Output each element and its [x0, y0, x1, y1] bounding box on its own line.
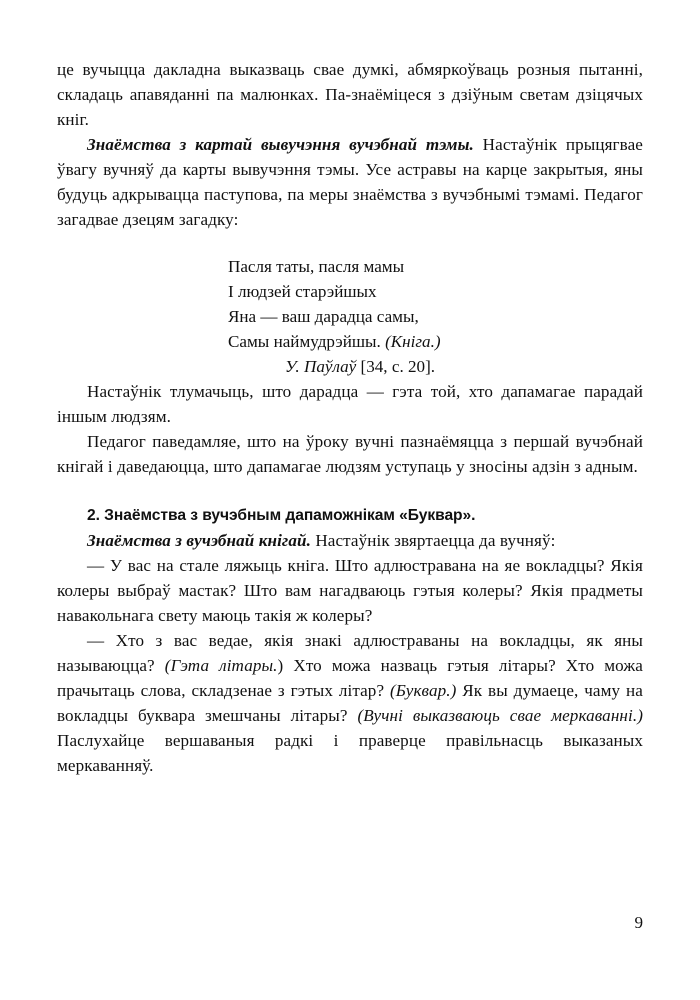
paragraph-lead-in-map: Знаёмства з картай вывучэння вучэбнай тэмы. [87, 135, 474, 154]
paragraph-body-book: Настаўнік звяртаецца да вучняў: [310, 531, 556, 550]
paragraph-question-cover: — У вас на стале ляжыць кніга. Што адлюстравана на яе вокладцы? Якія колеры выбраў мастак? Што вам нагадваюць гэтыя колеры? Якія прадметы навакольнага свету маюць такія ж колеры? [57, 556, 643, 625]
section-heading-2: 2. Знаёмства з вучэбным дапаможнікам «Буквар». [87, 507, 476, 524]
answer-pupils-opinions: (Вучні выказваюць свае меркаванні.) [357, 706, 643, 725]
paragraph-continued: це вучыцца дакладна выказваць свае думкі, абмяркоўваць розныя пытанні, складаць апавяданні па малюнках. Па-знаёміцеся з дзіўным светам дзіцячых кніг. [57, 60, 643, 129]
question-letters-part-c: Як вы думаеце, чаму на вокладцы буквара змешчаны літары? [57, 681, 643, 725]
answer-bukvar: (Буквар.) [390, 681, 457, 700]
paragraph-book-introduction [57, 528, 643, 553]
paragraph-teacher-explains: Настаўнік тлумачыць, што дарадца — гэта той, хто дапамагае парадай іншым людзям. [57, 382, 643, 426]
page-number: 9 [634, 913, 643, 932]
verse-attribution [57, 354, 643, 379]
verse-block [57, 254, 643, 379]
verse-line-3: Яна — ваш дарадца самы, [228, 307, 419, 326]
question-letters-part-b: ) Хто можа назваць гэтыя літары? Хто можа прачытаць слова, складзенае з гэтых літар? [57, 656, 643, 700]
paragraph-body-map: Настаўнік прыцягвае ўвагу вучняў да карты вывучэння тэмы. Усе астравы на карце закрытыя, яны будуць адкрывацца паступова, па меры знаёмства з вучэбнымі тэмамі. Педагог загадвае дзецям загадку: [57, 135, 643, 229]
answer-these-are-letters: (Гэта літары. [164, 656, 278, 675]
verse-line-1: Пасля таты, пасля мамы [228, 257, 405, 276]
question-letters-part-d: Паслухайце вершаваныя радкі і праверце правільнасць выказаных меркаванняў. [57, 731, 643, 775]
paragraph-question-letters [57, 628, 643, 778]
verse-line-4 [57, 329, 643, 354]
paragraph-teacher-informs: Педагог паведамляе, што на ўроку вучні пазнаёмяцца з першай вучэбнай кнігай і даведаюцца, што дапамагае людзям уступаць у зносіны адзін з адным. [57, 432, 643, 476]
verse-answer: (Кніга.) [385, 332, 441, 351]
page-content [57, 57, 643, 778]
verse-line-4-text: Самы наймудрэйшы. [228, 332, 386, 351]
verse-author: У. Паўлаў [285, 357, 357, 376]
paragraph-lead-in-book: Знаёмства з вучэбнай кнігай. [87, 531, 311, 550]
paragraph-map-introduction [57, 132, 643, 232]
verse-reference: [34, с. 20]. [356, 357, 436, 376]
verse-line-2: І людзей старэйшых [228, 282, 377, 301]
question-letters-part-a: — Хто з вас ведае, якія знакі адлюстраваны на вокладцы, як яны называюцца? [57, 631, 643, 675]
